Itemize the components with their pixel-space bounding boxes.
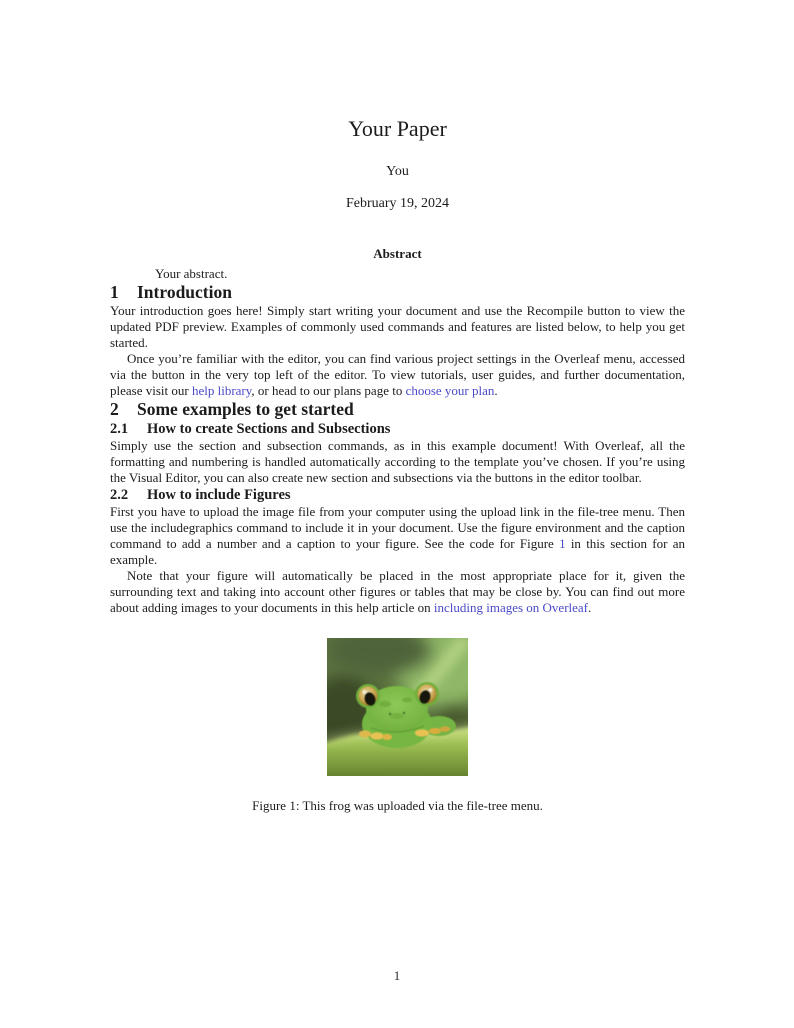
text-segment: in this section for an example. (110, 536, 685, 567)
text-segment: First you have to upload the image file from your computer using the upload link in the file-tree menu. Then use the includegraphics command to include it in your document. Use the figure environment and the caption command to add a number and a caption to your figure. See the code for Figure (110, 504, 685, 551)
section-heading-examples (110, 399, 685, 420)
abstract-text: Your abstract. (155, 266, 228, 281)
subsection-number: 2.2 (110, 487, 129, 503)
section-title: Introduction (137, 282, 232, 302)
text-segment: , or head to our plans page to (251, 383, 406, 398)
abstract-heading: Abstract (373, 246, 422, 261)
frog-photo (327, 638, 468, 776)
page-number: 1 (393, 968, 401, 983)
figure-1 (110, 638, 685, 814)
inline-link[interactable]: help library (191, 383, 252, 398)
subsection-title: How to create Sections and Subsections (147, 421, 391, 437)
inline-link[interactable]: choose your plan (405, 383, 495, 398)
inline-link[interactable]: 1 (559, 536, 566, 551)
inline-link[interactable]: including images on Overleaf (433, 600, 589, 615)
section-number: 1 (110, 282, 119, 302)
subsection-number: 2.1 (110, 421, 129, 437)
paper-author: You (386, 164, 409, 179)
text-segment: Note that your figure will automatically be placed in the most appropriate place for it, given the surrounding text and taking into account other figures or tables that may be close by. You can find out more about adding images to your documents in this help article on (110, 568, 685, 615)
figure-caption: Figure 1: This frog was uploaded via the file-tree menu. (252, 798, 543, 813)
sections-paragraph: Simply use the section and subsection commands, as in this example document! With Overleaf, all the formatting and numbering is handled automatically according to the template you’ve chosen. If you’re using the Visual Editor, you can also create new section and subsections via the buttons in the editor toolbar. (110, 438, 685, 485)
text-segment: . (494, 383, 498, 398)
paper-title: Your Paper (348, 116, 447, 141)
subsection-heading-sections (110, 420, 685, 438)
intro-paragraph-1: Your introduction goes here! Simply start writing your document and use the Recompile button to view the updated PDF preview. Examples of commonly used commands and features are listed below, to help you get started. (110, 303, 685, 350)
text-segment: Once you’re familiar with the editor, you can find various project settings in the Overleaf menu, accessed via the button in the very top left of the editor. To view tutorials, user guides, and further documentation, please visit our (110, 351, 685, 398)
figures-paragraph-2 (110, 568, 685, 616)
section-number: 2 (110, 399, 119, 419)
figures-paragraph-1 (110, 504, 685, 568)
section-title: Some examples to get started (137, 399, 354, 419)
paper-date: February 19, 2024 (345, 196, 450, 211)
subsection-heading-figures (110, 486, 685, 504)
section-heading-introduction (110, 282, 685, 303)
subsection-title: How to include Figures (147, 487, 291, 503)
text-segment: . (588, 600, 592, 615)
intro-paragraph-2 (110, 351, 685, 399)
